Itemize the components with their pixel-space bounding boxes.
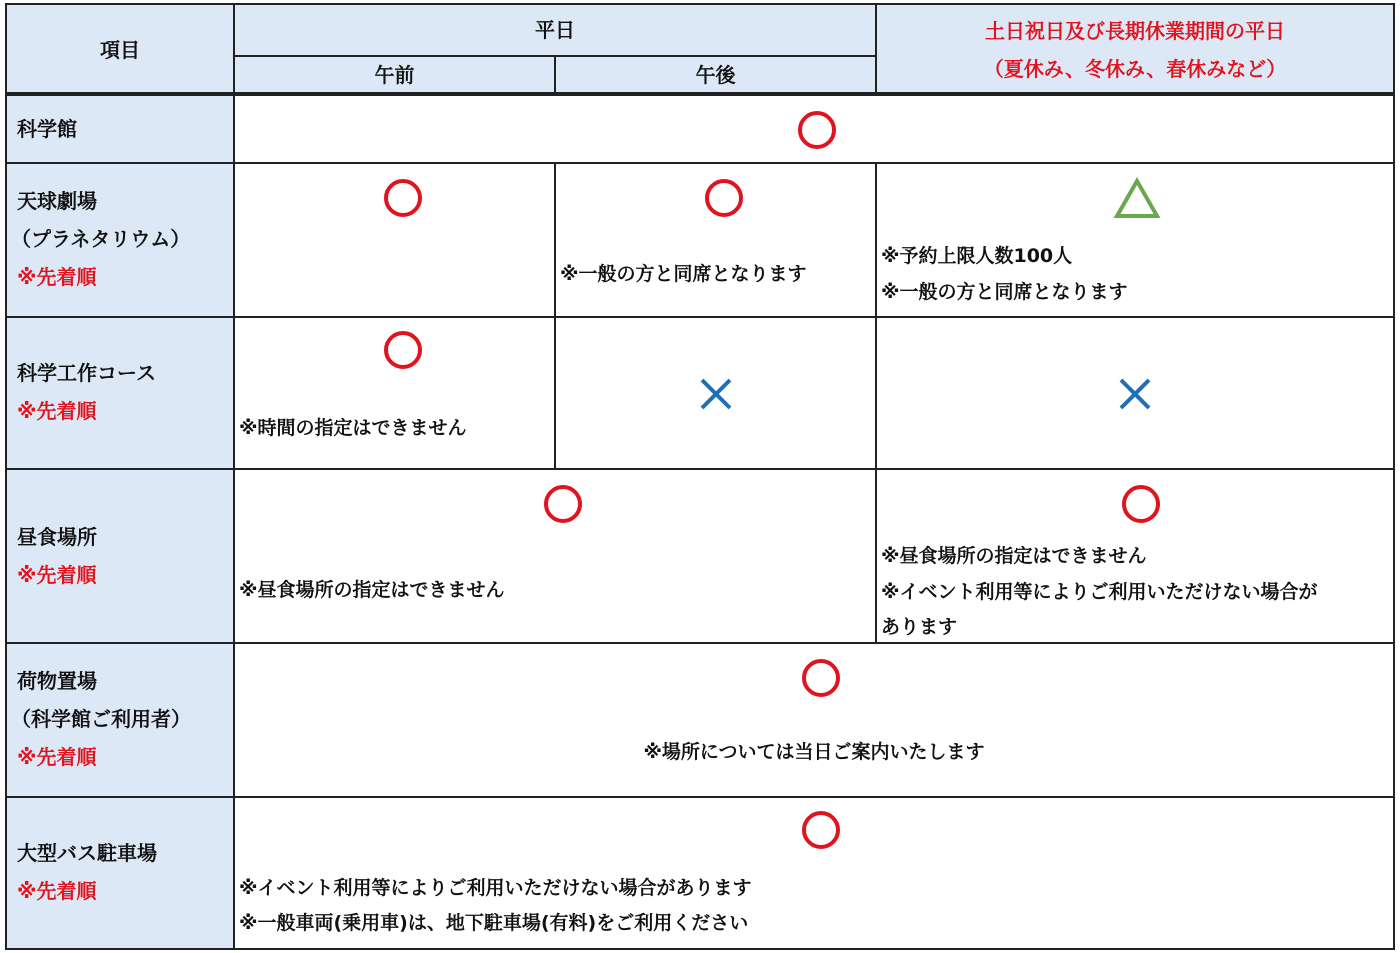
row-label-cell <box>5 94 235 164</box>
unavailable-cross-icon <box>698 376 734 412</box>
row-label-line: 天球劇場 <box>17 189 97 213</box>
cell-note: あります <box>881 616 958 638</box>
available-circle-icon <box>799 808 843 852</box>
row-label-line: 荷物置場 <box>17 669 97 693</box>
available-circle-icon <box>702 176 746 220</box>
row-label-cell <box>5 468 235 644</box>
availability-cell <box>554 316 877 470</box>
row-label-cell <box>5 642 235 798</box>
cell-note: ※一般の方と同席となります <box>560 263 807 285</box>
header-morning-label: 午前 <box>374 63 415 87</box>
row-label-line: 科学館 <box>17 117 77 141</box>
availability-cell <box>875 316 1395 470</box>
header-weekday-label: 平日 <box>535 18 575 42</box>
cell-note: ※場所については当日ご案内いたします <box>643 741 985 763</box>
priority-note: ※先着順 <box>17 563 97 587</box>
header-holiday-cell <box>875 3 1395 94</box>
header-item-label: 項目 <box>100 38 140 62</box>
row-label-line: 科学工作コース <box>17 361 156 385</box>
cell-note: ※昼食場所の指定はできません <box>881 545 1147 567</box>
cell-note: ※イベント利用等によりご利用いただけない場合があります <box>239 877 752 899</box>
row-label-line: （プラネタリウム） <box>11 227 191 251</box>
cell-note: ※時間の指定はできません <box>239 417 467 439</box>
row-label-line: 大型バス駐車場 <box>17 841 157 865</box>
availability-cell <box>233 468 877 644</box>
header-afternoon-cell <box>554 55 877 94</box>
cell-note: ※予約上限人数100人 <box>881 245 1073 267</box>
availability-cell <box>233 796 1395 950</box>
cell-note: ※イベント利用等によりご利用いただけない場合が <box>881 581 1318 603</box>
available-circle-icon <box>381 176 425 220</box>
row-label-line: （科学館ご利用者） <box>11 707 191 731</box>
priority-note: ※先着順 <box>17 399 97 423</box>
row-label-cell <box>5 316 235 470</box>
header-weekday-cell <box>233 3 877 57</box>
header-holiday-line1: 土日祝日及び長期休業期間の平日 <box>985 19 1285 43</box>
availability-cell <box>233 642 1395 798</box>
availability-cell <box>875 468 1395 644</box>
row-label-cell <box>5 162 235 318</box>
available-circle-icon <box>795 108 839 152</box>
priority-note: ※先着順 <box>17 265 97 289</box>
cell-note: ※一般車両(乗用車)は、地下駐車場(有料)をご利用ください <box>239 912 749 934</box>
availability-cell <box>233 162 556 318</box>
availability-cell <box>875 162 1395 318</box>
header-afternoon-label: 午後 <box>695 63 736 87</box>
priority-note: ※先着順 <box>17 879 97 903</box>
cell-note: ※一般の方と同席となります <box>881 281 1128 303</box>
priority-note: ※先着順 <box>17 745 97 769</box>
row-label-line: 昼食場所 <box>17 525 97 549</box>
limited-triangle-icon <box>1113 176 1161 220</box>
available-circle-icon <box>541 482 585 526</box>
unavailable-cross-icon <box>1117 376 1153 412</box>
cell-note: ※昼食場所の指定はできません <box>239 579 505 601</box>
availability-cell <box>233 94 1395 164</box>
row-label-cell <box>5 796 235 950</box>
header-morning-cell <box>233 55 556 94</box>
available-circle-icon <box>799 656 843 700</box>
header-item-cell <box>5 3 235 94</box>
availability-cell <box>233 316 556 470</box>
header-holiday-line2: （夏休み、冬休み、春休みなど） <box>983 57 1287 81</box>
availability-cell <box>554 162 877 318</box>
available-circle-icon <box>1119 482 1163 526</box>
available-circle-icon <box>381 328 425 372</box>
